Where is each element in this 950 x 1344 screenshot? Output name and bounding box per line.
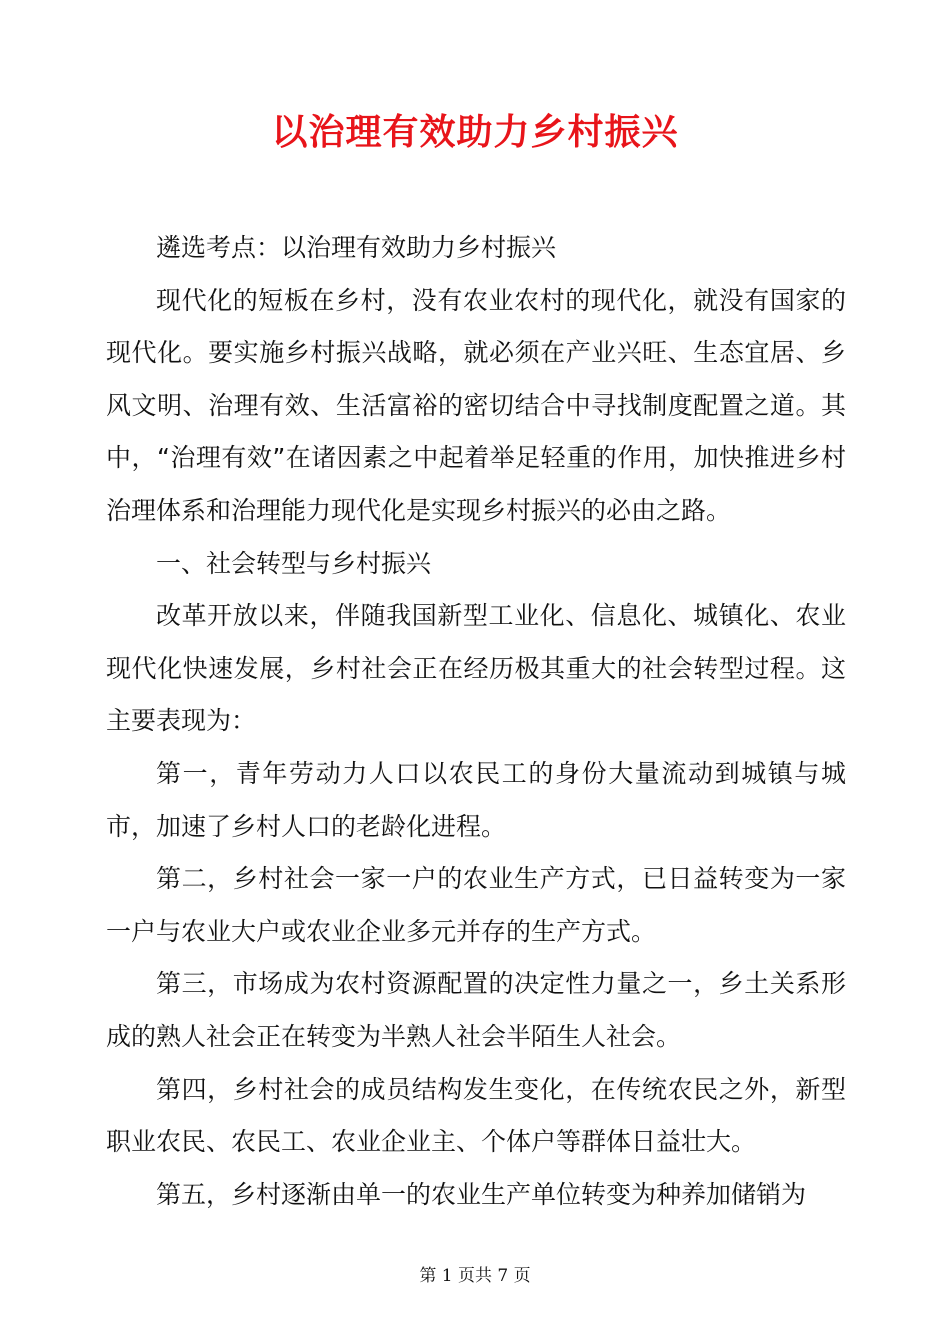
paragraph-exam-point: 遴选考点：以治理有效助力乡村振兴 — [156, 233, 557, 262]
document-title: 以治理有效助力乡村振兴 — [271, 112, 679, 153]
paragraph: 改革开放以来，伴随我国新型工业化、信息化、城镇化、农业现代化快速发展，乡村社会正在经历极其重大的社会转型过程。这主要表现为： — [106, 601, 846, 736]
section-heading: 一、社会转型与乡村振兴 — [156, 548, 432, 578]
paragraph: 第三，市场成为农村资源配置的决定性力量之一，乡土关系形成的熟人社会正在转变为半熟人社会半陌生人社会。 — [106, 969, 846, 1051]
paragraph: 第五，乡村逐渐由单一的农业生产单位转变为种养加储销为 — [156, 1179, 807, 1209]
document-body — [106, 222, 846, 1221]
paragraph: 第四，乡村社会的成员结构发生变化，在传统农民之外，新型职业农民、农民工、农业企业主、个体户等群体日益壮大。 — [106, 1074, 846, 1157]
page-number-footer: 第 1 页共 7 页 — [419, 1266, 531, 1286]
paragraph: 第一，青年劳动力人口以农民工的身份大量流动到城镇与城市，加速了乡村人口的老龄化进程。 — [106, 758, 846, 841]
paragraph: 现代化的短板在乡村，没有农业农村的现代化，就没有国家的现代化。要实施乡村振兴战略，就必须在产业兴旺、生态宜居、乡风文明、治理有效、生活富裕的密切结合中寻找制度配置之道。其中，“治理有效”在诸因素之中起着举足轻重的作用，加快推进乡村治理体系和治理能力现代化是实现乡村振兴的必由之路。 — [106, 285, 846, 525]
paragraph: 第二，乡村社会一家一户的农业生产方式，已日益转变为一家一户与农业大户或农业企业多元并存的生产方式。 — [106, 864, 846, 946]
